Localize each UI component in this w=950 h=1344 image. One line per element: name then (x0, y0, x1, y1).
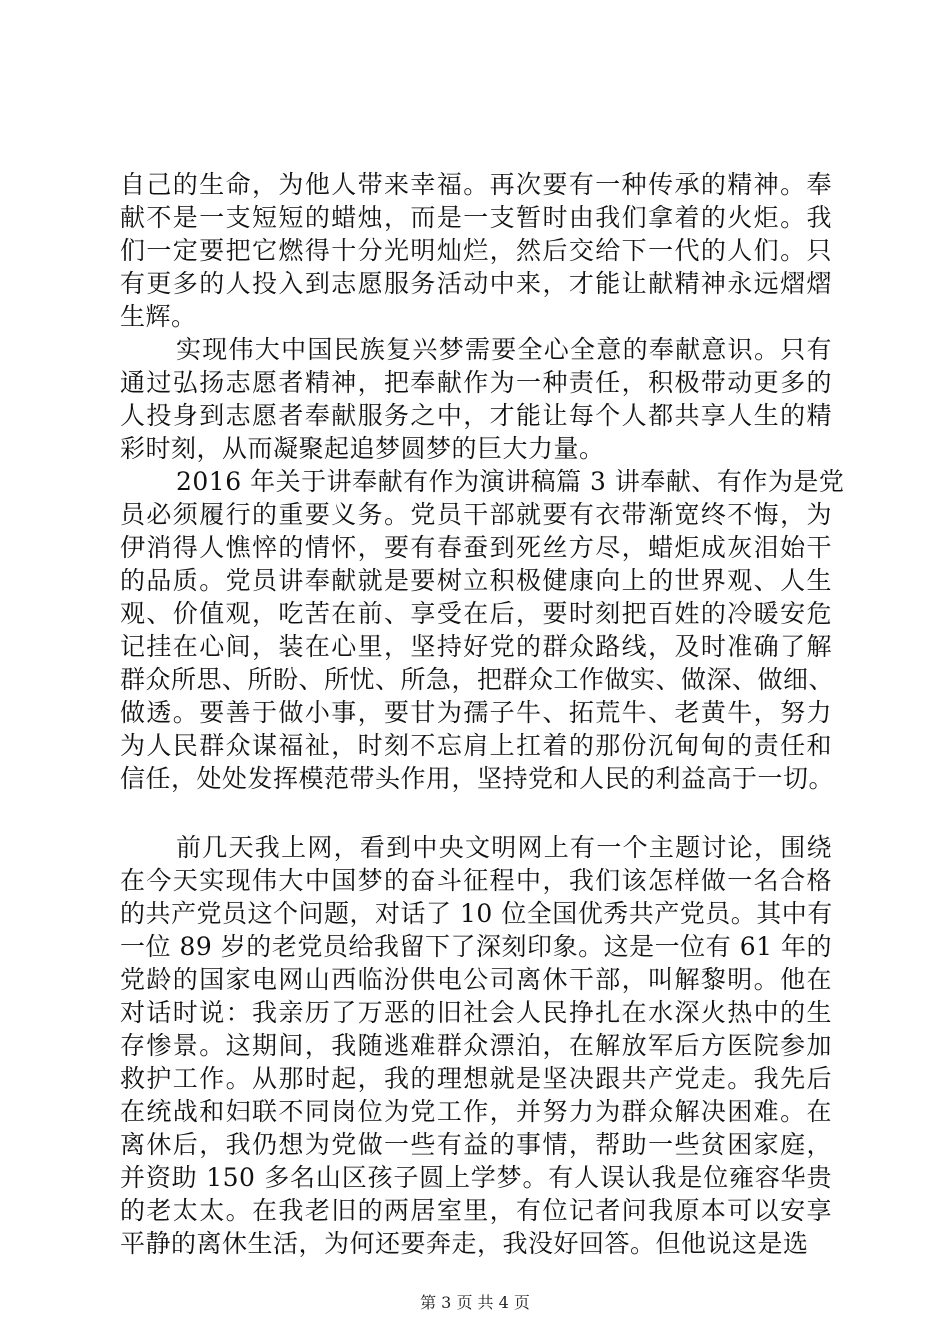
text-line: 观、价值观，吃苦在前、享受在后，要时刻把百姓的冷暖安危 (120, 599, 832, 628)
text-line: 伊消得人憔悴的情怀，要有春蚕到死丝方尽，蜡炬成灰泪始干 (120, 533, 832, 562)
text-line: 在统战和妇联不同岗位为党工作，并努力为群众解决困难。在 (120, 1097, 832, 1126)
text-line: 党龄的国家电网山西临汾供电公司离休干部，叫解黎明。他在 (120, 965, 832, 994)
text-line: 的老太太。在我老旧的两居室里，有位记者问我原本可以安享 (120, 1196, 832, 1225)
paragraph (120, 168, 832, 333)
text-line: 一位 89 岁的老党员给我留下了深刻印象。这是一位有 61 年的 (120, 932, 832, 961)
paragraph-gap (120, 795, 832, 831)
text-line: 的品质。党员讲奉献就是要树立积极健康向上的世界观、人生 (120, 566, 832, 595)
text-line: 在今天实现伟大中国梦的奋斗征程中，我们该怎样做一名合格 (120, 866, 832, 895)
text-line: 前几天我上网，看到中央文明网上有一个主题讨论，围绕 (176, 833, 832, 862)
text-line: 2016 年关于讲奉献有作为演讲稿篇 3 讲奉献、有作为是党 (176, 467, 845, 496)
text-line: 的共产党员这个问题，对话了 10 位全国优秀共产党员。其中有 (120, 899, 833, 928)
text-line: 记挂在心间，装在心里，坚持好党的群众路线，及时准确了解 (120, 632, 832, 661)
text-line: 群众所思、所盼、所忧、所急，把群众工作做实、做深、做细、 (120, 665, 835, 694)
text-line: 献不是一支短短的蜡烛，而是一支暂时由我们拿着的火炬。我 (120, 203, 832, 232)
text-line: 员必须履行的重要义务。党员干部就要有衣带渐宽终不悔，为 (120, 500, 832, 529)
text-line: 信任，处处发挥模范带头作用，坚持党和人民的利益高于一切。 (120, 764, 835, 793)
text-line: 有更多的人投入到志愿服务活动中来，才能让献精神永远熠熠 (120, 269, 832, 298)
text-line: 为人民群众谋福祉，时刻不忘肩上扛着的那份沉甸甸的责任和 (120, 731, 832, 760)
text-line: 们一定要把它燃得十分光明灿烂，然后交给下一代的人们。只 (120, 236, 832, 265)
text-line: 存惨景。这期间，我随逃难群众漂泊，在解放军后方医院参加 (120, 1031, 832, 1060)
text-line: 自己的生命，为他人带来幸福。再次要有一种传承的精神。奉 (120, 170, 832, 199)
paragraph (120, 333, 832, 465)
text-line: 平静的离休生活，为何还要奔走，我没好回答。但他说这是选 (120, 1229, 809, 1258)
paragraph (120, 465, 845, 795)
page-footer: 第 3 页 共 4 页 (420, 1293, 530, 1312)
text-line: 做透。要善于做小事，要甘为孺子牛、拓荒牛、老黄牛，努力 (120, 698, 832, 727)
text-line: 通过弘扬志愿者精神，把奉献作为一种责任，积极带动更多的 (120, 368, 832, 397)
text-line: 离休后，我仍想为党做一些有益的事情，帮助一些贫困家庭， (120, 1130, 832, 1159)
text-line: 救护工作。从那时起，我的理想就是坚决跟共产党走。我先后 (120, 1064, 832, 1093)
text-line: 对话时说：我亲历了万恶的旧社会人民挣扎在水深火热中的生 (120, 998, 832, 1027)
paragraph (120, 831, 832, 1260)
text-line: 生辉。 (120, 302, 197, 331)
text-line: 并资助 150 多名山区孩子圆上学梦。有人误认我是位雍容华贵 (120, 1163, 832, 1192)
document-body (120, 168, 845, 1260)
text-line: 实现伟大中国民族复兴梦需要全心全意的奉献意识。只有 (176, 335, 832, 364)
text-line: 彩时刻，从而凝聚起追梦圆梦的巨大力量。 (120, 434, 605, 463)
text-line: 人投身到志愿者奉献服务之中，才能让每个人都共享人生的精 (120, 401, 832, 430)
